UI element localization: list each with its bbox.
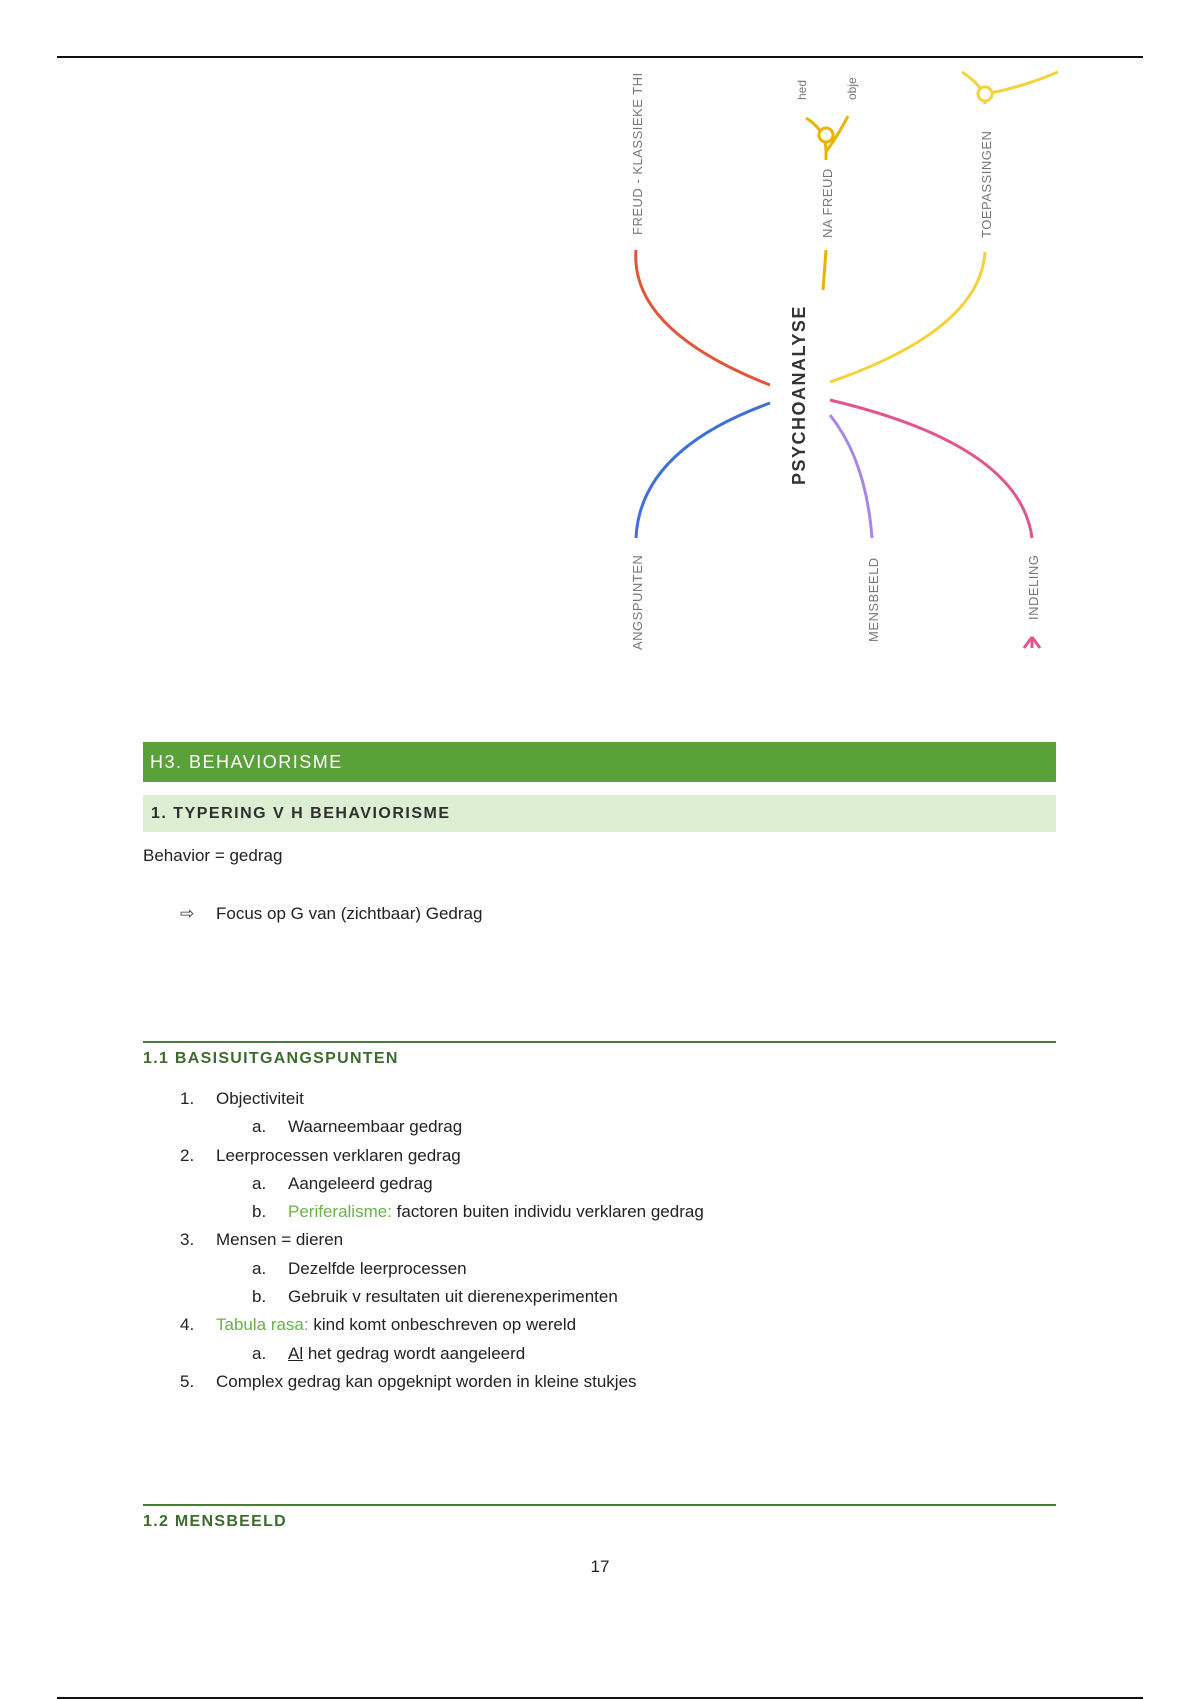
term-periferalisme: Periferalisme: [288, 1202, 392, 1222]
list-item: a. Al het gedrag wordt aangeleerd [252, 1343, 526, 1363]
bottom-page-rule [57, 1697, 1143, 1699]
branch-na-freud-sub-obje: obje [845, 77, 859, 100]
branch-toepassingen-label: TOEPASSINGEN [979, 130, 994, 238]
focus-text: Focus op G van (zichtbaar) Gedrag [216, 904, 483, 923]
branch-na-freud-label: NA FREUD [820, 168, 835, 238]
section-heading-typering: 1. TYPERING V H BEHAVIORISME [143, 795, 1056, 832]
branch-indeling-label: INDELING [1026, 554, 1041, 620]
branch-freud-line [636, 250, 770, 385]
list-item: a. Waarneembaar gedrag [252, 1117, 463, 1137]
branch-na-freud-node [819, 128, 833, 142]
section-heading-mensbeeld: 1.2 MENSBEELD [143, 1513, 288, 1530]
basisuitgangspunten-list [180, 1085, 704, 1396]
list-item: a. Aangeleerd gedrag [252, 1173, 433, 1193]
focus-bullet [180, 904, 482, 924]
psychoanalyse-mindmap [580, 60, 1080, 660]
branch-toepassingen-node [978, 87, 992, 101]
section-heading-basisuitgangspunten: 1.1 BASISUITGANGSPUNTEN [143, 1050, 399, 1067]
branch-uitgangspunten-label: ANGSPUNTEN [630, 554, 645, 650]
branch-indeling-fork [1024, 637, 1040, 648]
page-number: 17 [590, 1557, 610, 1576]
branch-freud-label: FREUD - KLASSIEKE THI [630, 72, 645, 235]
branch-na-freud-sub-hed: hed [795, 79, 809, 100]
branch-uitgangspunten-line [636, 403, 770, 538]
list-item: 1. Objectiviteit [180, 1089, 304, 1108]
branch-toepassingen-fork [962, 72, 1058, 104]
branch-toepassingen-line [830, 252, 985, 382]
branch-mensbeeld-line [830, 415, 872, 538]
mindmap-center-label: PSYCHOANALYSE [789, 305, 809, 485]
list-item: 4. Tabula rasa: kind komt onbeschreven op wereld [180, 1315, 577, 1335]
list-item: b. Gebruik v resultaten uit dierenexperimenten [252, 1287, 618, 1307]
chapter-heading: H3. BEHAVIORISME [143, 742, 1056, 782]
list-item: a. Dezelfde leerprocessen [252, 1258, 467, 1278]
branch-mensbeeld-label: MENSBEELD [866, 557, 881, 642]
list-item: 5. Complex gedrag kan opgeknipt worden in kleine stukjes [180, 1371, 637, 1391]
arrow-icon: ⇨ [180, 904, 195, 923]
list-item: b. Periferalisme: factoren buiten individu verklaren gedrag [252, 1202, 704, 1222]
list-item: 2. Leerprocessen verklaren gedrag [180, 1145, 461, 1165]
section-rule-mensbeeld [143, 1504, 1056, 1506]
branch-na-freud-line [823, 250, 826, 290]
definition-paragraph: Behavior = gedrag [143, 846, 283, 865]
section-rule-basisuitgangspunten [143, 1041, 1056, 1043]
term-tabula-rasa: Tabula rasa: [216, 1315, 309, 1335]
top-page-rule [57, 56, 1143, 58]
list-item: 3. Mensen = dieren [180, 1230, 344, 1250]
